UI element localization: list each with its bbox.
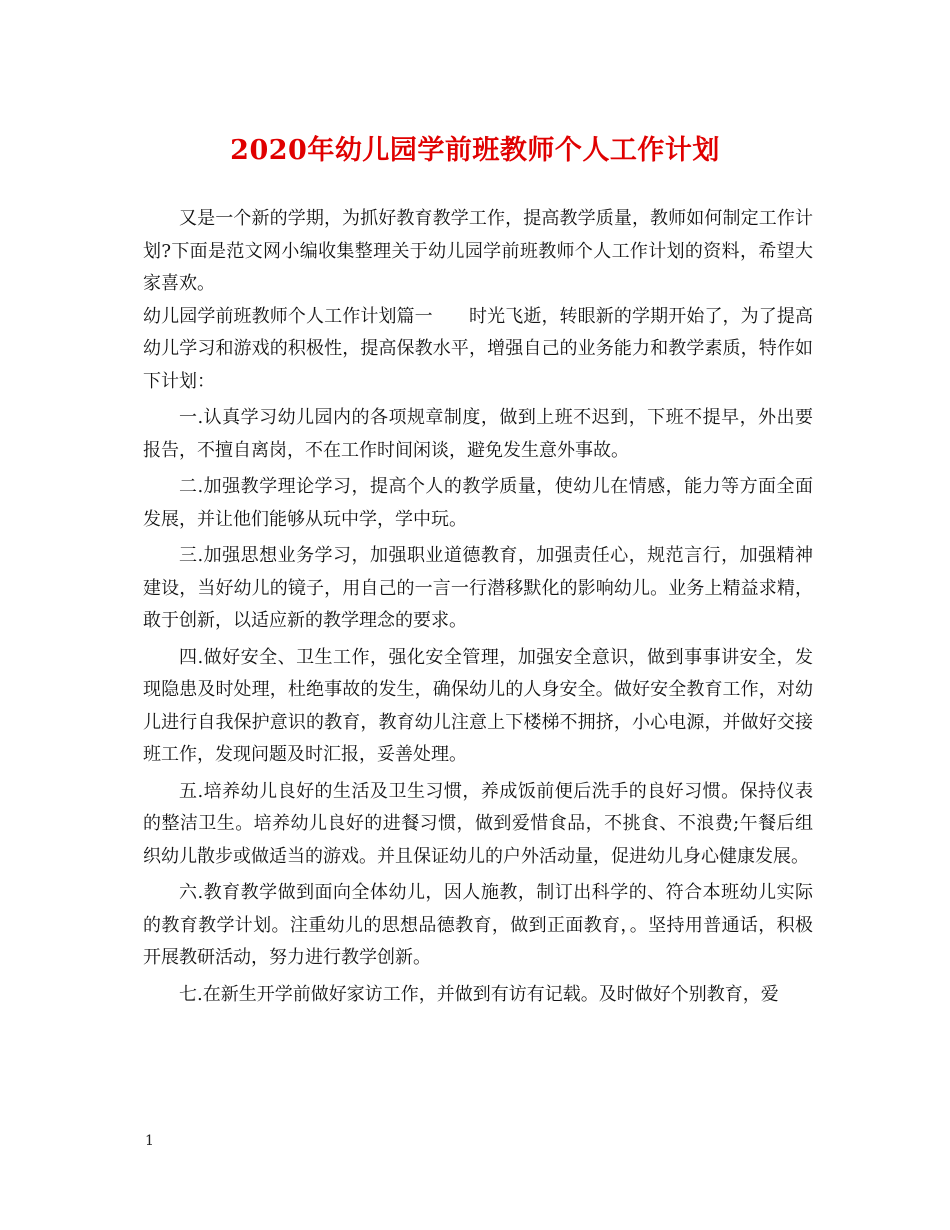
document-body (143, 203, 813, 1011)
paragraph-item-4: 四.做好安全、卫生工作，强化安全管理，加强安全意识，做到事事讲安全，发现隐患及时处理，杜绝事故的发生，确保幼儿的人身安全。做好安全教育工作，对幼儿进行自我保护意识的教育，教育幼儿注意上下楼梯不拥挤，小心电源，并做好交接班工作，发现问题及时汇报，妥善处理。 (143, 646, 813, 765)
page-title: 2020年幼儿园学前班教师个人工作计划 (230, 135, 720, 166)
paragraph-plan-heading: 幼儿园学前班教师个人工作计划篇一 时光飞逝，转眼新的学期开始了，为了提高幼儿学习和游戏的积极性，提高保教水平，增强自己的业务能力和教学素质，特作如下计划： (143, 305, 813, 392)
paragraph-intro: 又是一个新的学期，为抓好教育教学工作，提高教学质量，教师如何制定工作计划?下面是范文网小编收集整理关于幼儿园学前班教师个人工作计划的资料，希望大家喜欢。 (143, 208, 813, 294)
page-number: 1 (145, 1133, 154, 1149)
paragraph-item-3: 三.加强思想业务学习，加强职业道德教育，加强责任心，规范言行，加强精神建设，当好幼儿的镜子，用自己的一言一行潜移默化的影响幼儿。业务上精益求精，敢于创新，以适应新的教学理念的要求。 (143, 545, 813, 631)
paragraph-item-5: 五.培养幼儿良好的生活及卫生习惯，养成饭前便后洗手的良好习惯。保持仪表的整洁卫生。培养幼儿良好的进餐习惯，做到爱惜食品，不挑食、不浪费;午餐后组织幼儿散步或做适当的游戏。并且保证幼儿的户外活动量，促进幼儿身心健康发展。 (143, 780, 813, 867)
paragraph-item-7: 七.在新生开学前做好家访工作，并做到有访有记载。及时做好个别教育，爱 (179, 983, 779, 1005)
paragraph-item-1: 一.认真学习幼儿园内的各项规章制度，做到上班不迟到，下班不提早，外出要报告，不擅自离岗，不在工作时间闲谈，避免发生意外事故。 (143, 407, 813, 461)
paragraph-item-6: 六.教育教学做到面向全体幼儿，因人施教，制订出科学的、符合本班幼儿实际的教育教学计划。注重幼儿的思想品德教育，做到正面教育，。坚持用普通话，积极开展教研活动，努力进行教学创新。 (143, 882, 813, 968)
paragraph-item-2: 二.加强教学理论学习，提高个人的教学质量，使幼儿在情感，能力等方面全面发展，并让他们能够从玩中学，学中玩。 (143, 476, 813, 530)
